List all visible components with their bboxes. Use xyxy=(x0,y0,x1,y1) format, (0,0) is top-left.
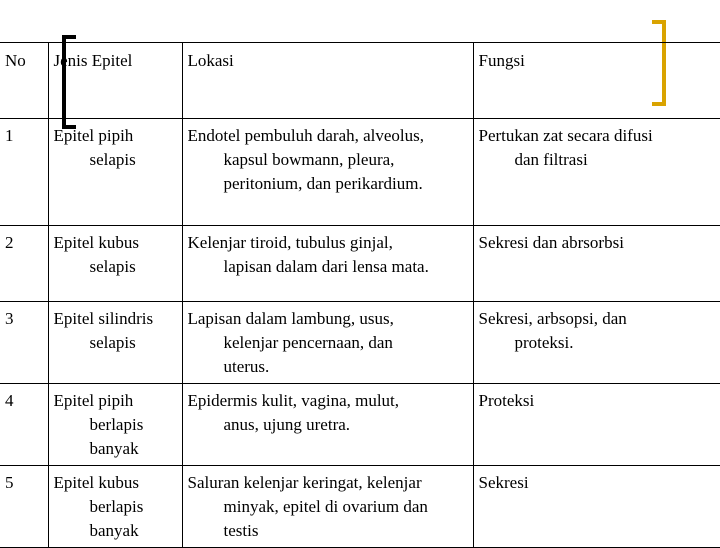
cell-jenis-epitel xyxy=(48,226,182,302)
cell-jenis-epitel xyxy=(48,119,182,226)
cell-lokasi xyxy=(182,119,473,226)
cell-fungsi xyxy=(473,384,720,466)
cell-text: Epitel pipih selapis xyxy=(53,126,136,169)
cell-lokasi xyxy=(182,226,473,302)
cell-text: Pertukan zat secara difusi dan filtrasi xyxy=(478,126,653,169)
cell-text: Sekresi, arbsopsi, dan proteksi. xyxy=(478,309,627,352)
table-row xyxy=(0,119,720,226)
header-lokasi: Lokasi xyxy=(182,43,473,119)
cell-text: Lapisan dalam lambung, usus, kelenjar pencernaan, dan uterus. xyxy=(187,309,394,376)
cell-fungsi xyxy=(473,302,720,384)
cell-jenis-epitel xyxy=(48,384,182,466)
epithelium-table xyxy=(0,42,720,548)
cell-lokasi xyxy=(182,466,473,548)
table-row xyxy=(0,384,720,466)
cell-text: Epitel silindris selapis xyxy=(53,309,154,352)
cell-lokasi xyxy=(182,302,473,384)
cell-text: Epidermis kulit, vagina, mulut, anus, ujung uretra. xyxy=(187,391,400,434)
cell-text: Sekresi xyxy=(478,473,529,492)
cell-no: 4 xyxy=(0,384,48,466)
cell-no: 5 xyxy=(0,466,48,548)
header-jenis-epitel: Jenis Epitel xyxy=(48,43,182,119)
cell-no: 2 xyxy=(0,226,48,302)
cell-jenis-epitel xyxy=(48,466,182,548)
cell-text: Sekresi dan abrsorbsi xyxy=(478,233,624,252)
cell-text: Endotel pembuluh darah, alveolus, kapsul bowmann, pleura, peritonium, dan perikardium. xyxy=(187,126,425,193)
cell-fungsi xyxy=(473,119,720,226)
table-row xyxy=(0,302,720,384)
cell-text: Epitel pipih berlapis banyak xyxy=(53,391,144,458)
cell-text: Epitel kubus berlapis banyak xyxy=(53,473,144,540)
cell-no: 1 xyxy=(0,119,48,226)
cell-fungsi xyxy=(473,226,720,302)
cell-fungsi xyxy=(473,466,720,548)
cell-text: Epitel kubus selapis xyxy=(53,233,139,276)
cell-text: Saluran kelenjar keringat, kelenjar minyak, epitel di ovarium dan testis xyxy=(187,473,428,540)
table-header-row xyxy=(0,43,720,119)
cell-lokasi xyxy=(182,384,473,466)
table-row xyxy=(0,226,720,302)
header-no: No xyxy=(0,43,48,119)
cell-text: Proteksi xyxy=(478,391,535,410)
cell-text: Kelenjar tiroid, tubulus ginjal, lapisan dalam dari lensa mata. xyxy=(187,233,429,276)
cell-jenis-epitel xyxy=(48,302,182,384)
cell-no: 3 xyxy=(0,302,48,384)
header-fungsi: Fungsi xyxy=(473,43,720,119)
table-row xyxy=(0,466,720,548)
